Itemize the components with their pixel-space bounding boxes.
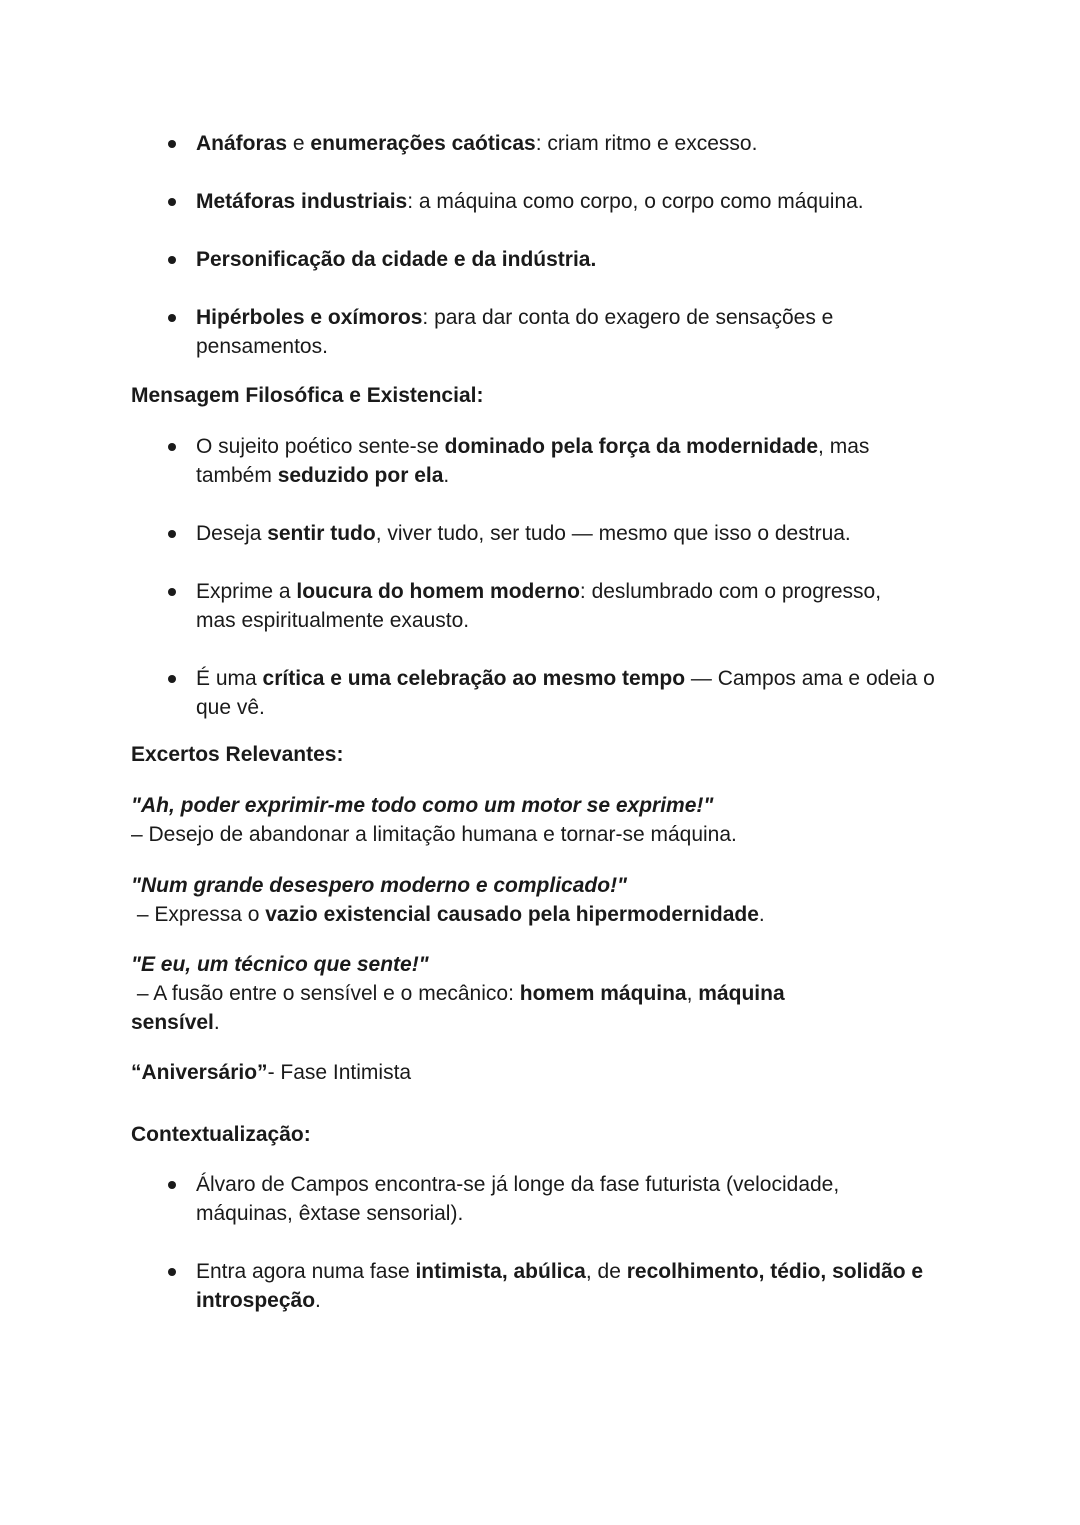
excerpt: [131, 791, 951, 849]
list-item: Personificação da cidade e da indústria.: [131, 245, 951, 274]
list-item: Metáforas industriais: a máquina como corpo, o corpo como máquina.: [131, 187, 951, 216]
context-list: [131, 1170, 951, 1315]
list-item: Exprime a loucura do homem moderno: deslumbrado com o progresso, mas espiritualmente exausto.: [131, 577, 921, 635]
list-item: O sujeito poético sente-se dominado pela força da modernidade, mas também seduzido por ela.: [131, 432, 916, 490]
stylistic-resources-list: [131, 129, 951, 361]
list-item: Deseja sentir tudo, viver tudo, ser tudo — mesmo que isso o destrua.: [131, 519, 951, 548]
excerpt-comment: – Expressa o vazio existencial causado pela hipermodernidade.: [131, 903, 765, 926]
excerpt-comment: – Desejo de abandonar a limitação humana e tornar-se máquina.: [131, 823, 737, 846]
excerpt-quote: "E eu, um técnico que sente!": [131, 953, 429, 976]
message-list: [131, 432, 951, 722]
excerpt-comment: – A fusão entre o sensível e o mecânico: homem máquina, máquina sensível.: [131, 982, 785, 1034]
excerpt-quote: "Ah, poder exprimir-me todo como um motor se exprime!": [131, 794, 714, 817]
list-item: É uma crítica e uma celebração ao mesmo tempo — Campos ama e odeia o que vê.: [131, 664, 956, 722]
excerpt: [131, 871, 951, 929]
list-item: Anáforas e enumerações caóticas: criam ritmo e excesso.: [131, 129, 951, 158]
excerpt-quote: "Num grande desespero moderno e complicado!": [131, 874, 628, 897]
excerpt: [131, 950, 831, 1037]
section-heading-excerpts: Excertos Relevantes:: [131, 743, 344, 766]
section-heading-context: Contextualização:: [131, 1123, 311, 1146]
section-heading-message: Mensagem Filosófica e Existencial:: [131, 384, 484, 407]
list-item: Álvaro de Campos encontra-se já longe da fase futurista (velocidade, máquinas, êxtase sensorial).: [131, 1170, 936, 1228]
poem-title: “Aniversário”- Fase Intimista: [131, 1061, 412, 1084]
list-item: Entra agora numa fase intimista, abúlica, de recolhimento, tédio, solidão e introspeção.: [131, 1257, 956, 1315]
list-item: Hipérboles e oxímoros: para dar conta do exagero de sensações e pensamentos.: [131, 303, 876, 361]
